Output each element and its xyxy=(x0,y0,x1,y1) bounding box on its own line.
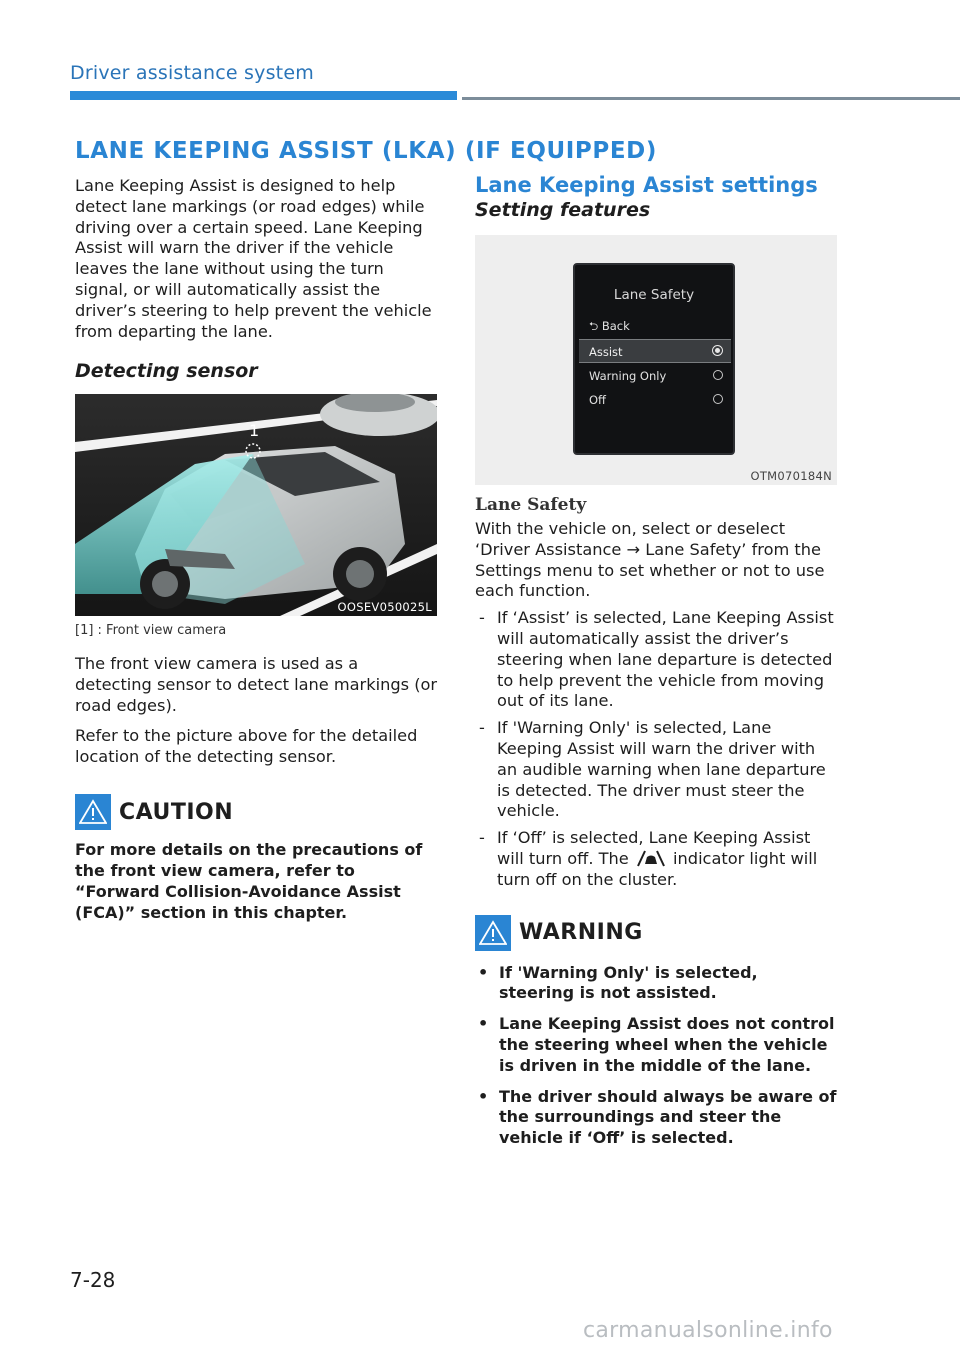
refer-paragraph: Refer to the picture above for the detailed location of the detecting sensor. xyxy=(75,725,418,766)
header-bar-rule xyxy=(462,97,960,100)
warning-triangle-icon xyxy=(75,794,111,830)
sensor-heading: Detecting sensor xyxy=(75,360,258,383)
list-item-text: If ‘Assist’ is selected, Lane Keeping Assist will automatically assist the driver’s steering when lane departure is detected to help prevent the vehicle from moving out of its lane. xyxy=(497,608,834,711)
figure-code: OOSEV050025L xyxy=(337,600,432,615)
list-item: - If 'Warning Only' is selected, Lane Keeping Assist will warn the driver with an audible warning when lane departure is detected. The driver must steer the vehicle. xyxy=(475,718,837,822)
watermark: carmanualsonline.info xyxy=(583,1318,833,1343)
back-arrow-icon: ⮌ xyxy=(589,319,599,333)
warning-bullet-text: If 'Warning Only' is selected, steering is not assisted. xyxy=(499,962,758,1003)
sensor-figure xyxy=(75,394,437,616)
header-bar-accent xyxy=(70,91,457,100)
warning-header xyxy=(475,915,837,951)
list-item-text: indicator light will turn off on the cluster. xyxy=(497,848,818,889)
option-off[interactable] xyxy=(579,389,731,411)
cluster-screen xyxy=(573,263,735,455)
warning-bullet: • Lane Keeping Assist does not control the steering wheel when the vehicle is driven in the middle of the lane. xyxy=(475,1014,837,1076)
camera-paragraph: The front view camera is used as a detecting sensor to detect lane markings (or road edges). xyxy=(75,654,438,715)
lane-safety-heading: Lane Safety xyxy=(475,495,587,515)
right-column xyxy=(475,173,837,1149)
option-warning-only[interactable] xyxy=(579,365,731,387)
figure-code: OTM070184N xyxy=(750,469,832,483)
figure-caption: [1] : Front view camera xyxy=(75,623,227,639)
lane-safety-intro: With the vehicle on, select or deselect ‘Driver Assistance → Lane Safety’ from the Settings menu to set whether or not to use each function. xyxy=(475,519,825,601)
option-label: Warning Only xyxy=(589,369,667,383)
option-assist[interactable] xyxy=(579,339,731,363)
option-label: Off xyxy=(589,393,606,407)
header-section-name: Driver assistance system xyxy=(70,62,314,84)
settings-heading: Lane Keeping Assist settings xyxy=(475,173,818,197)
back-label: Back xyxy=(601,319,630,333)
warning-bullet: • The driver should always be aware of the surroundings and steer the vehicle if ‘Off’ is selected. xyxy=(478,1086,837,1148)
radio-selected-icon xyxy=(712,345,723,356)
option-label: Assist xyxy=(589,345,623,359)
warning-triangle-icon xyxy=(475,915,511,951)
warning-bullet-text: The driver should always be aware of the surroundings and steer the vehicle if ‘Off’ is selected. xyxy=(499,1086,837,1148)
page-number: 7-28 xyxy=(70,1268,116,1292)
screen-title: Lane Safety xyxy=(613,287,695,303)
page-title: LANE KEEPING ASSIST (LKA) (IF EQUIPPED) xyxy=(75,138,657,164)
intro-paragraph: Lane Keeping Assist is designed to help detect lane markings (or road edges) while driving over a certain speed. Lane Keeping Assist will warn the driver if the vehicle leaves the lane without using the turn signal, or will automatically assist the driver’s steering to help prevent the vehicle from departing the lane. xyxy=(75,176,432,341)
figure-callout-1: 1 xyxy=(249,421,260,441)
caution-label: CAUTION xyxy=(119,799,234,825)
back-item[interactable] xyxy=(589,319,630,338)
list-item: - If ‘Assist’ is selected, Lane Keeping Assist will automatically assist the driver’s steering when lane departure is detected to help prevent the vehicle from moving out of its lane. xyxy=(475,608,837,712)
lane-keeping-indicator-icon xyxy=(636,850,666,867)
list-item: - If ‘Off’ is selected, Lane Keeping Assist will turn off. The indicator light will turn off on the cluster. xyxy=(479,828,818,889)
list-item-text: If 'Warning Only' is selected, Lane Keeping Assist will warn the driver with an audible warning when lane departure is detected. The driver must steer the vehicle. xyxy=(497,718,826,821)
warning-bullet: • If 'Warning Only' is selected, steering is not assisted. xyxy=(475,963,837,1005)
caution-header xyxy=(75,794,439,830)
caution-text: For more details on the precautions of the front view camera, refer to “Forward Collision-Avoidance Assist (FCA)” section in this chapter. xyxy=(75,840,423,922)
setting-features-heading: Setting features xyxy=(475,199,651,221)
warning-bullet-text: Lane Keeping Assist does not control the steering wheel when the vehicle is driven in the middle of the lane. xyxy=(499,1014,835,1075)
radio-empty-icon xyxy=(713,370,723,380)
settings-figure xyxy=(475,235,837,485)
car-illustration xyxy=(75,394,437,616)
list-item-text: If ‘Off’ is selected, Lane Keeping Assist will turn off. The xyxy=(497,828,811,868)
left-column xyxy=(75,176,439,924)
radio-empty-icon xyxy=(713,394,723,404)
warning-label: WARNING xyxy=(519,920,643,946)
